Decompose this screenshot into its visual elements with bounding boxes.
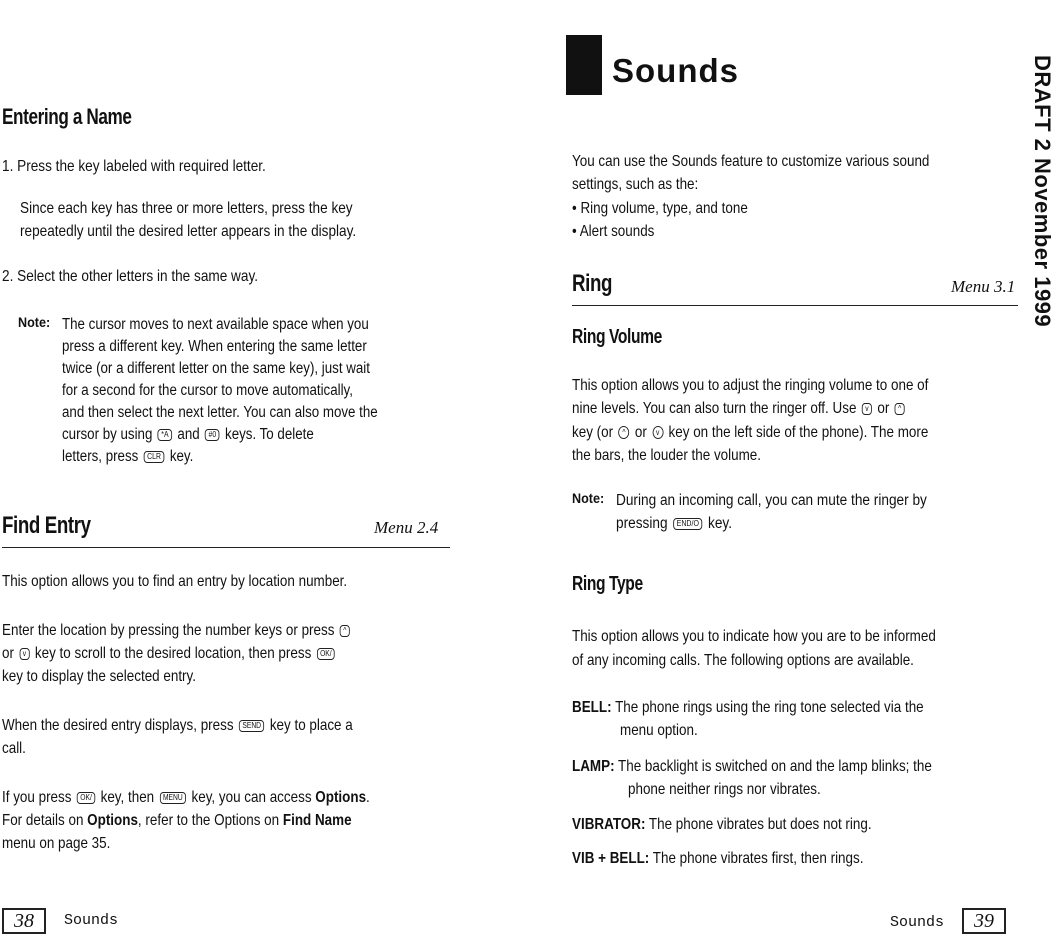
page-title: Sounds — [612, 52, 739, 89]
section-marker-bar — [566, 35, 602, 95]
left-page-number: 38 — [2, 908, 46, 934]
down-key-icon: v — [19, 648, 29, 660]
draft-side-label: DRAFT 2 November 1999 — [1030, 55, 1055, 328]
step-2: 2. Select the other letters in the same way. — [2, 268, 259, 285]
ok-key-icon: OK/ — [317, 648, 335, 660]
heading-ring: Ring — [572, 270, 613, 297]
right-note-line2: pressing END/O key. — [616, 515, 733, 532]
option-bell: BELL: The phone rings using the ring tone selected via the — [572, 699, 924, 716]
option-vibrator: VIBRATOR: The phone vibrates but does not ring. — [572, 816, 872, 833]
hash-key-icon: #0 — [205, 429, 220, 441]
bullet-item: • Alert sounds — [572, 223, 655, 240]
find-p4-line3: menu on page 35. — [2, 835, 111, 852]
find-p2-line1: Enter the location by pressing the number keys or press ^ — [2, 619, 351, 642]
star-key-icon: *A — [158, 429, 172, 441]
clr-key-icon: CLR — [144, 451, 165, 463]
ring-rule — [572, 305, 1018, 306]
find-p2-line3: key to display the selected entry. — [2, 668, 196, 685]
bell-label: BELL: — [572, 699, 612, 716]
type-line2: of any incoming calls. The following options are available. — [572, 652, 914, 669]
type-line1: This option allows you to indicate how you are to be informed — [572, 628, 936, 645]
right-page-number: 39 — [962, 908, 1006, 934]
heading-find-entry: Find Entry — [2, 512, 91, 539]
option-lamp-cont: phone neither rings nor vibrates. — [628, 781, 821, 798]
note-line: for a second for the cursor to move automatically, — [62, 382, 353, 399]
note-label: Note: — [18, 314, 51, 330]
step-1-detail-2: repeatedly until the desired letter appears in the display. — [20, 223, 357, 240]
note-line: press a different key. When entering the same letter — [62, 338, 367, 355]
heading-ring-type: Ring Type — [572, 573, 643, 595]
find-p3-line2: call. — [2, 740, 26, 757]
option-lamp: LAMP: The backlight is switched on and the lamp blinks; the — [572, 758, 932, 775]
right-footer-label: Sounds — [890, 914, 945, 931]
find-p3-line1: When the desired entry displays, press SEND key to place a — [2, 717, 353, 734]
option-bell-cont: menu option. — [620, 722, 698, 739]
vol-line1: This option allows you to adjust the ringing volume to one of — [572, 377, 929, 394]
end-key-icon: END/O — [673, 518, 702, 530]
vol-line3: key (or ^ or v key on the left side of the phone). The more — [572, 424, 929, 441]
find-p4-line2: For details on Options, refer to the Options on Find Name — [2, 812, 352, 829]
note-line: letters, press CLR key. — [62, 448, 194, 465]
step-1-detail-1: Since each key has three or more letters, press the key — [20, 200, 353, 217]
vol-line4: the bars, the louder the volume. — [572, 447, 762, 464]
vol-line2: nine levels. You can also turn the ringer off. Use v or ^ — [572, 397, 906, 420]
note-line: cursor by using *A and #0 keys. To delete — [62, 426, 314, 443]
vib-bell-label: VIB + BELL: — [572, 850, 650, 867]
bullet-item: • Ring volume, type, and tone — [572, 200, 748, 217]
lamp-label: LAMP: — [572, 758, 615, 775]
find-entry-menu-ref: Menu 2.4 — [374, 518, 439, 537]
note-line: twice (or a different letter on the same key), just wait — [62, 360, 370, 377]
left-note — [62, 314, 429, 468]
intro-line1: You can use the Sounds feature to customize various sound — [572, 153, 930, 170]
intro-line2: settings, such as the: — [572, 176, 699, 193]
step-1: 1. Press the key labeled with required letter. — [2, 158, 266, 175]
volume-up-icon: ^ — [619, 426, 630, 439]
left-footer-label: Sounds — [64, 912, 119, 929]
up-key-icon: ^ — [895, 403, 905, 415]
right-note-line1: During an incoming call, you can mute the ringer by — [616, 492, 927, 509]
ring-menu-ref: Menu 3.1 — [951, 277, 1016, 296]
ok-key-icon: OK/ — [77, 792, 95, 804]
note-line: The cursor moves to next available space when you — [62, 316, 369, 333]
find-p2-line2: or v key to scroll to the desired location, then press OK/ — [2, 642, 337, 665]
menu-key-icon: MENU — [160, 792, 187, 804]
send-key-icon: SEND — [239, 720, 264, 732]
up-key-icon: ^ — [340, 625, 350, 637]
heading-ring-volume: Ring Volume — [572, 326, 662, 348]
find-p1: This option allows you to find an entry by location number. — [2, 573, 348, 590]
find-p4-line1: If you press OK/ key, then MENU key, you can access Options. — [2, 789, 370, 806]
volume-down-icon: v — [652, 426, 663, 439]
right-note-label: Note: — [572, 490, 605, 506]
down-key-icon: v — [862, 403, 872, 415]
find-entry-rule — [2, 547, 450, 548]
option-vib-bell: VIB + BELL: The phone vibrates first, then rings. — [572, 850, 864, 867]
vibrator-label: VIBRATOR: — [572, 816, 646, 833]
heading-entering-name: Entering a Name — [2, 104, 132, 129]
note-line: and then select the next letter. You can also move the — [62, 404, 378, 421]
